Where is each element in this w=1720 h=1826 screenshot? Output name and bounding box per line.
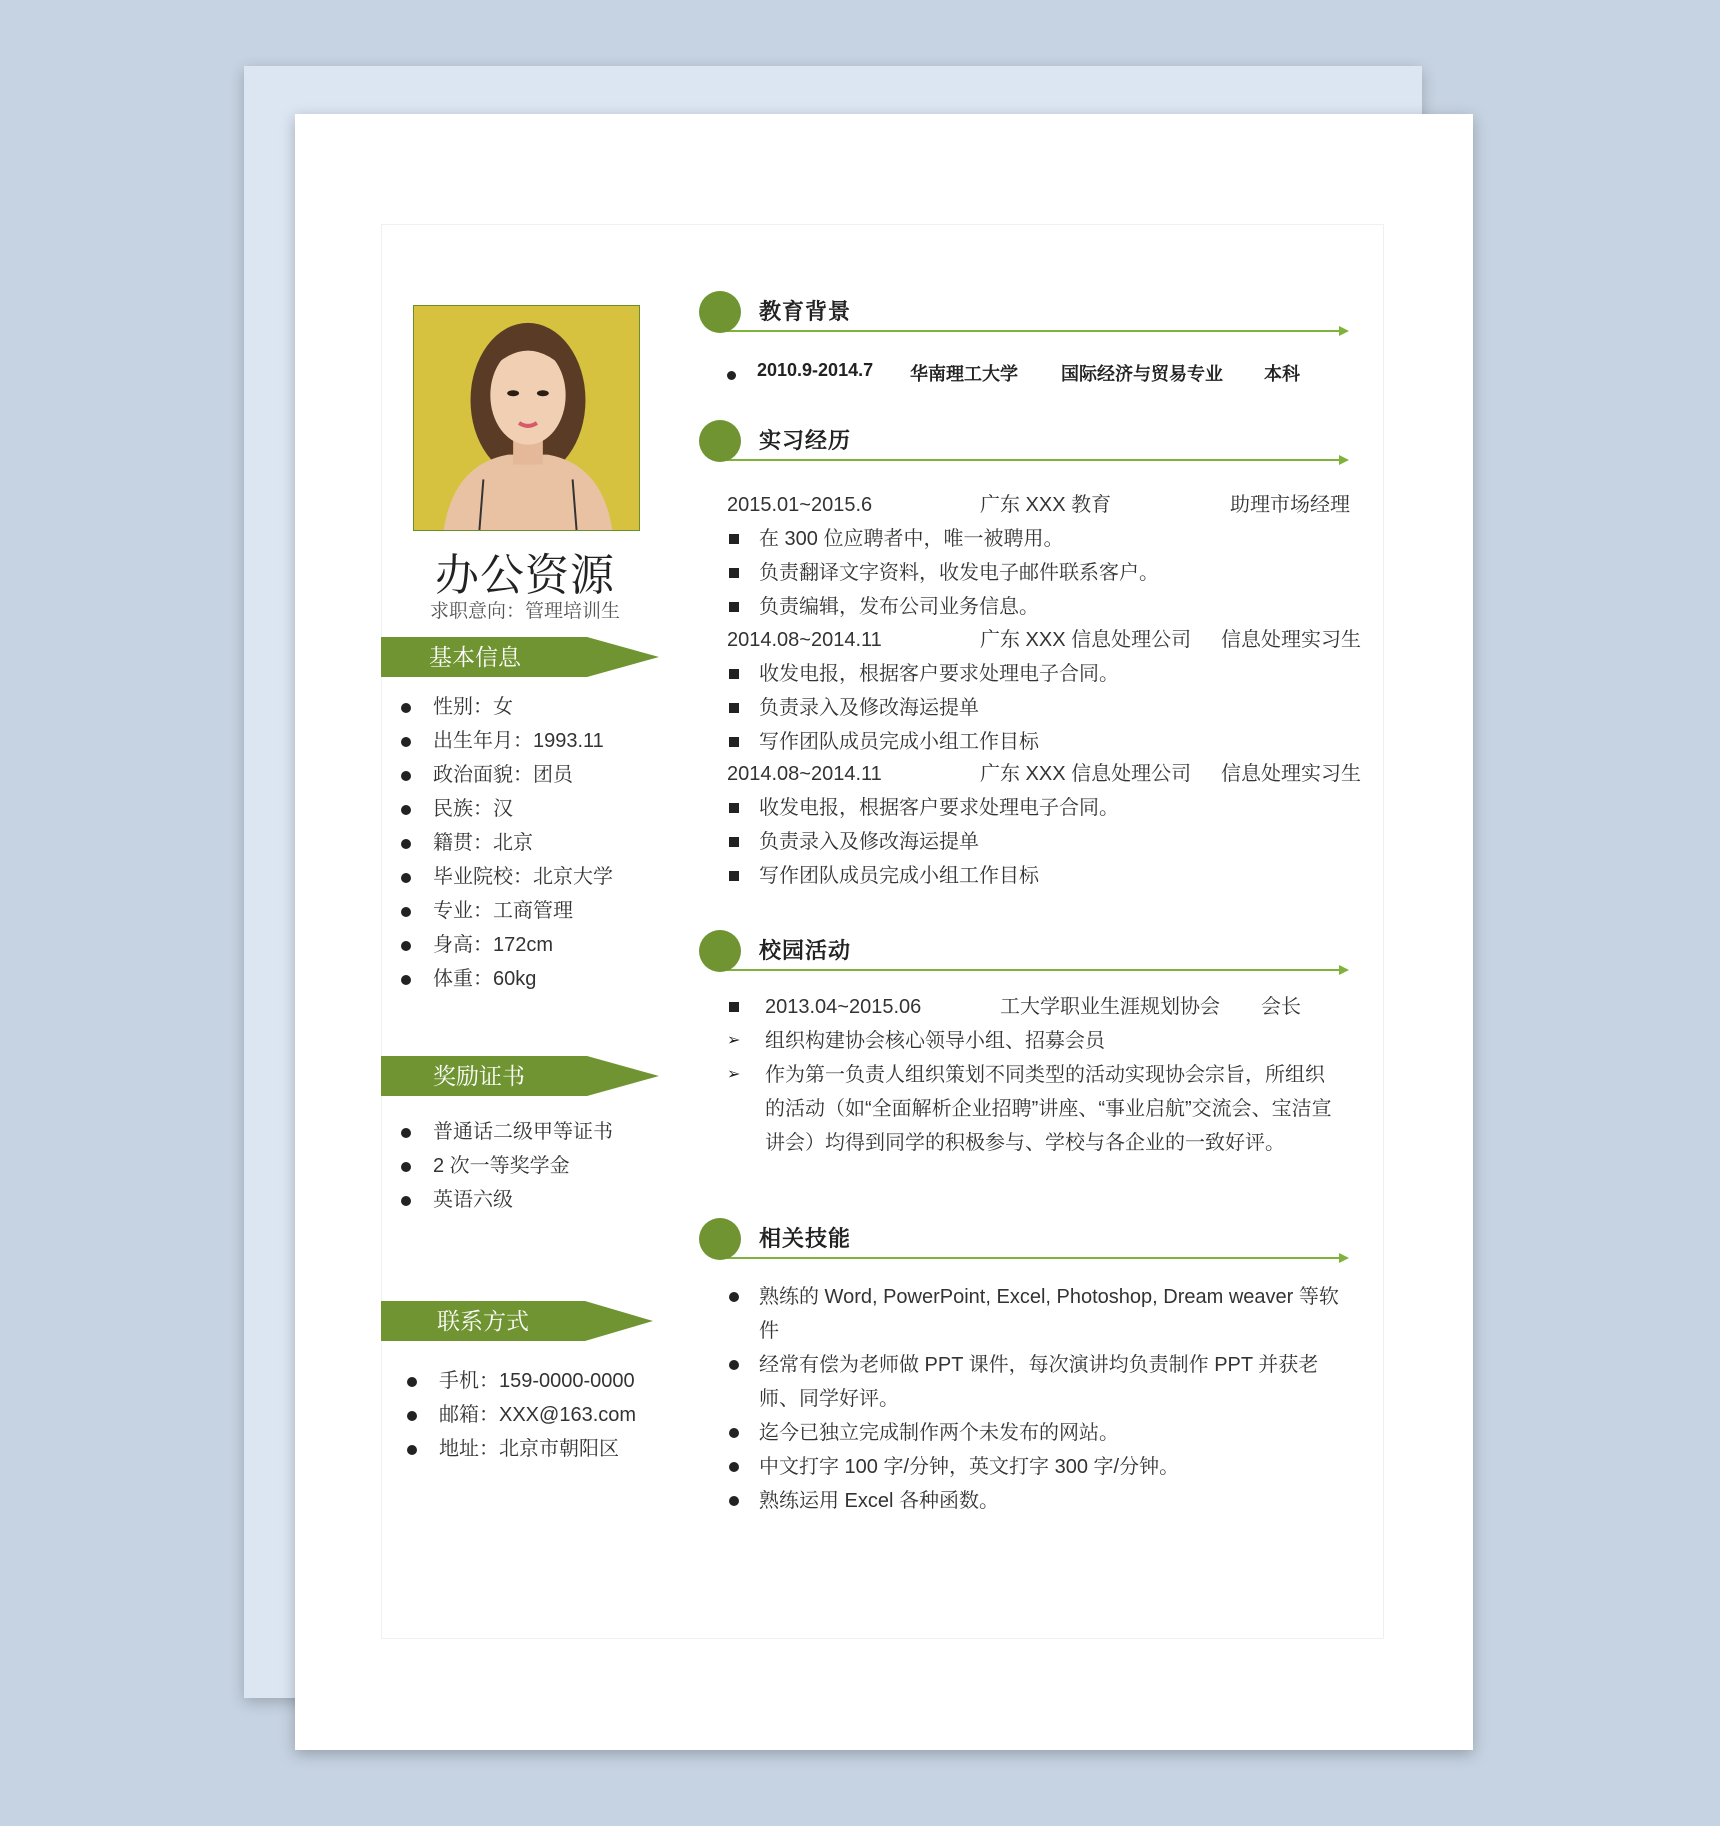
arrow-bullet-icon: ➢: [727, 1032, 741, 1049]
job-bullet: 负责录入及修改海运提单: [727, 691, 979, 725]
basic-info-list: [397, 690, 613, 996]
section-divider: [717, 969, 1343, 971]
campus-title: 校园活动: [759, 938, 852, 963]
profile-photo: [413, 305, 640, 531]
basic-info-item: 政治面貌：团员: [397, 758, 613, 792]
section-divider: [717, 459, 1343, 461]
job-bullet: 收发电报，根据客户要求处理电子合同。: [727, 791, 1119, 825]
award-item: 英语六级: [397, 1183, 613, 1217]
awards-list: [397, 1115, 613, 1217]
basic-info-item: 毕业院校：北京大学: [397, 860, 613, 894]
education-school: 华南理工大学: [910, 364, 1018, 384]
section-divider: [717, 1257, 1343, 1259]
job-period: 2014.08~2014.11: [727, 763, 882, 785]
awards-title: 奖励证书: [433, 1063, 525, 1089]
job-intent: 求职意向：管理培训生: [429, 601, 620, 622]
campus-row: [727, 990, 1347, 1024]
arrow-right-icon: [1339, 1253, 1349, 1263]
job-company: 广东 XXX 教育: [980, 494, 1112, 516]
internship-header: [699, 420, 1349, 468]
job-company: 广东 XXX 信息处理公司: [980, 763, 1192, 785]
job-bullet: 写作团队成员完成小组工作目标: [727, 859, 1039, 893]
education-title: 教育背景: [759, 299, 852, 324]
circle-icon: [699, 420, 741, 462]
circle-icon: [699, 930, 741, 972]
job-bullet: 在 300 位应聘者中，唯一被聘用。: [727, 522, 1063, 556]
contact-list: [403, 1364, 636, 1466]
job-bullet: 负责录入及修改海运提单: [727, 825, 979, 859]
arrow-right-icon: [1339, 326, 1349, 336]
circle-icon: [699, 1218, 741, 1260]
job-period: 2014.08~2014.11: [727, 629, 882, 651]
contact-email: 邮箱：XXX@163.com: [403, 1398, 636, 1432]
arrow-bullet-icon: ➢: [727, 1066, 741, 1083]
basic-info-item: 出生年月：1993.11: [397, 724, 613, 758]
skills-header: [699, 1218, 1349, 1266]
bullet-icon: [727, 371, 736, 380]
basic-info-banner: [381, 637, 659, 677]
education-header: [699, 291, 1349, 339]
circle-icon: [699, 291, 741, 333]
skill-item: 迄今已独立完成制作两个未发布的网站。: [727, 1416, 1357, 1450]
skill-item: 熟练的 Word, PowerPoint, Excel, Photoshop, Dream weaver 等软件: [727, 1280, 1357, 1348]
education-major: 国际经济与贸易专业: [1061, 364, 1223, 384]
basic-info-title: 基本信息: [429, 644, 521, 670]
campus-item: [727, 1058, 1341, 1160]
internship-title: 实习经历: [759, 428, 852, 453]
skills-title: 相关技能: [759, 1226, 852, 1251]
award-item: 2 次一等奖学金: [397, 1149, 613, 1183]
arrow-right-icon: [1339, 455, 1349, 465]
job-role: 信息处理实习生: [1221, 763, 1361, 785]
job-company: 广东 XXX 信息处理公司: [980, 629, 1192, 651]
section-divider: [717, 330, 1343, 332]
resume-page: [295, 114, 1473, 1750]
campus-org: 工大学职业生涯规划协会: [1000, 996, 1220, 1018]
education-degree: 本科: [1264, 364, 1300, 384]
job-period: 2015.01~2015.6: [727, 494, 873, 516]
contact-phone: 手机：159-0000-0000: [403, 1364, 636, 1398]
arrow-right-icon: [1339, 965, 1349, 975]
basic-info-item: 性别：女: [397, 690, 613, 724]
campus-item: [727, 1024, 1347, 1058]
campus-item-text: 作为第一负责人组织策划不同类型的活动实现协会宗旨，所组织的活动（如“全面解析企业招聘”讲座、“事业启航”交流会、宝洁宣讲会）均得到同学的积极参与、学校与各企业的一致好评。: [765, 1064, 1332, 1154]
skill-item: 经常有偿为老师做 PPT 课件，每次演讲均负责制作 PPT 并获老师、同学好评。: [727, 1348, 1357, 1416]
award-item: 普通话二级甲等证书: [397, 1115, 613, 1149]
awards-banner: [381, 1056, 659, 1096]
job-bullet: 负责编辑，发布公司业务信息。: [727, 590, 1039, 624]
campus-header: [699, 930, 1349, 978]
basic-info-item: 专业：工商管理: [397, 894, 613, 928]
candidate-name: 办公资源: [435, 551, 615, 600]
skill-item: 熟练运用 Excel 各种函数。: [727, 1484, 1357, 1518]
education-period: 2010.9-2014.7: [757, 360, 874, 380]
skill-item: 中文打字 100 字/分钟，英文打字 300 字/分钟。: [727, 1450, 1357, 1484]
basic-info-item: 籍贯：北京: [397, 826, 613, 860]
basic-info-item: 体重：60kg: [397, 962, 613, 996]
job-bullet: 写作团队成员完成小组工作目标: [727, 725, 1039, 759]
campus-period: 2013.04~2015.06: [765, 996, 922, 1018]
contact-banner: [381, 1301, 653, 1341]
job-bullet: 负责翻译文字资料，收发电子邮件联系客户。: [727, 556, 1159, 590]
basic-info-item: 民族：汉: [397, 792, 613, 826]
job-role: 信息处理实习生: [1221, 629, 1361, 651]
contact-address: 地址：北京市朝阳区: [403, 1432, 636, 1466]
job-bullet: 收发电报，根据客户要求处理电子合同。: [727, 657, 1119, 691]
job-role: 助理市场经理: [1230, 494, 1350, 516]
campus-item-text: 组织构建协会核心领导小组、招募会员: [765, 1030, 1105, 1052]
campus-role: 会长: [1261, 996, 1301, 1018]
basic-info-item: 身高：172cm: [397, 928, 613, 962]
contact-title: 联系方式: [437, 1308, 529, 1334]
